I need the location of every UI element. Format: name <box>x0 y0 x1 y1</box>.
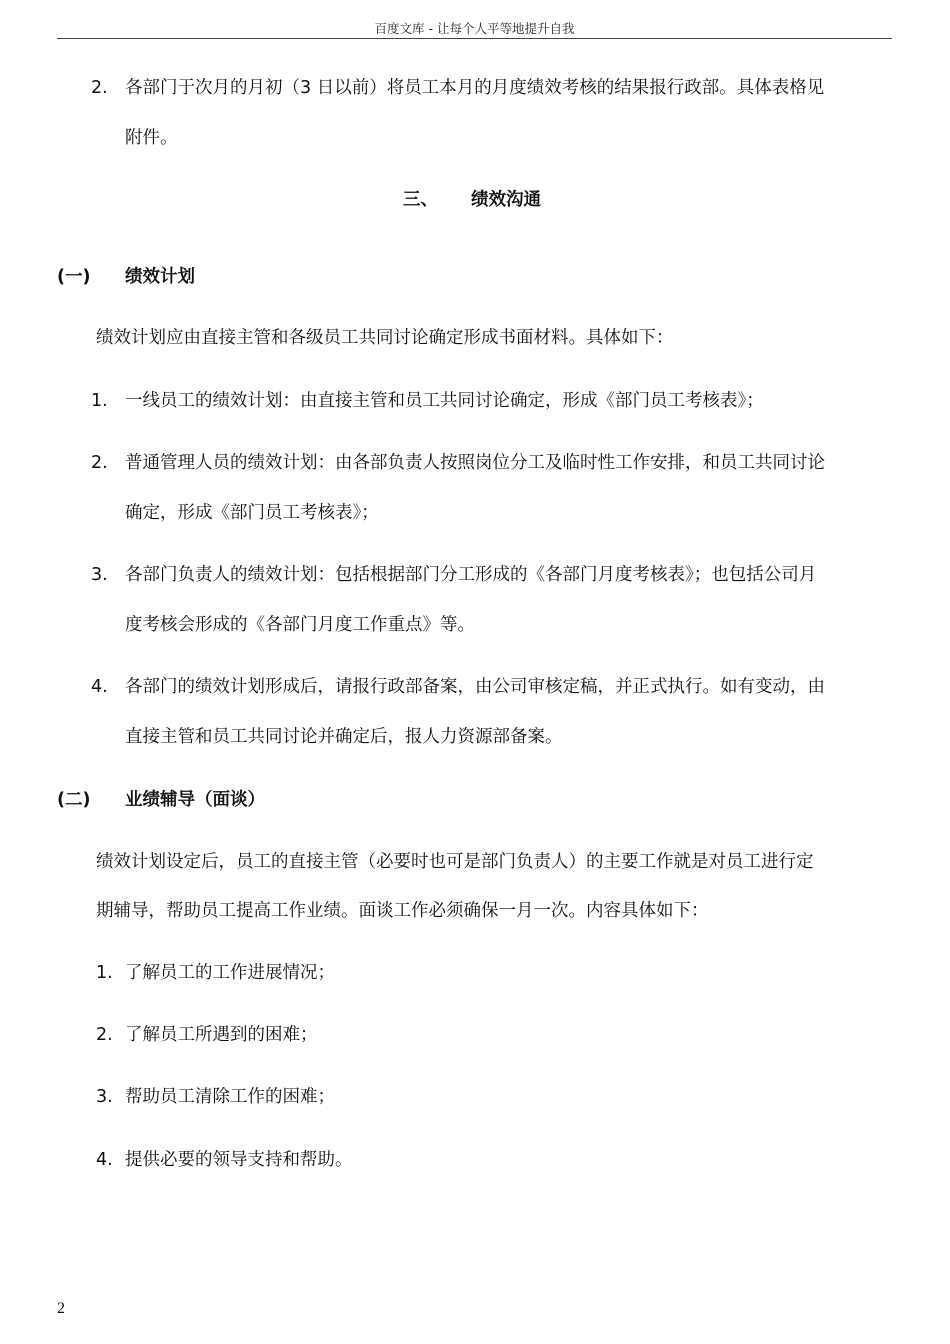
sub2-item-text: 了解员工所遇到的困难； <box>125 1025 318 1045</box>
sub1-title: 绩效计划 <box>125 267 195 287</box>
sub1-item-line1: 各部门的绩效计划形成后，请报行政部备案，由公司审核定稿，并正式执行。如有变动，由 <box>125 677 825 697</box>
sub1-item-number: 1. <box>91 391 108 411</box>
sub2-item-number: 3. <box>96 1087 113 1107</box>
sub2-title: 业绩辅导（面谈） <box>125 790 265 810</box>
sub2-item-number: 2. <box>96 1025 113 1045</box>
top-item-line1: 各部门于次月的月初（3 日以前）将员工本月的月度绩效考核的结果报行政部。具体表格见 <box>125 78 825 98</box>
sub1-item-number: 2. <box>91 453 108 473</box>
sub2-item-text: 提供必要的领导支持和帮助。 <box>125 1150 353 1170</box>
sub1-item-line2: 直接主管和员工共同讨论并确定后，报人力资源部备案。 <box>125 727 563 747</box>
sub2-item-text: 帮助员工清除工作的困难； <box>125 1087 335 1107</box>
sub1-item-line1: 普通管理人员的绩效计划：由各部负责人按照岗位分工及临时性工作安排，和员工共同讨论 <box>125 453 825 473</box>
sub1-item-line1: 一线员工的绩效计划：由直接主管和员工共同讨论确定，形成《部门员工考核表》； <box>125 391 764 411</box>
top-item-line2: 附件。 <box>125 128 178 148</box>
sub2-item-number: 1. <box>96 963 113 983</box>
sub2-intro-line2: 期辅导，帮助员工提高工作业绩。面谈工作必须确保一月一次。内容具体如下： <box>96 901 709 921</box>
sub1-intro: 绩效计划应由直接主管和各级员工共同讨论确定形成书面材料。具体如下： <box>96 328 674 348</box>
sub1-item-line2: 度考核会形成的《各部门月度工作重点》等。 <box>125 615 475 635</box>
section-three-number: 三、 <box>403 190 438 210</box>
sub1-item-line2: 确定，形成《部门员工考核表》； <box>125 503 379 523</box>
sub1-number: (一) <box>57 267 91 287</box>
page-header: 百度文库 - 让每个人平等地提升自我 <box>57 18 892 39</box>
top-item-number: 2. <box>91 78 108 98</box>
page-number: 2 <box>57 1300 65 1317</box>
section-three-title: 绩效沟通 <box>471 190 541 210</box>
sub1-item-number: 4. <box>91 677 108 697</box>
sub2-item-text: 了解员工的工作进展情况； <box>125 963 335 983</box>
sub1-item-number: 3. <box>91 565 108 585</box>
sub2-number: (二) <box>57 790 91 810</box>
sub2-intro-line1: 绩效计划设定后，员工的直接主管（必要时也可是部门负责人）的主要工作就是对员工进行定 <box>96 852 814 872</box>
sub1-item-line1: 各部门负责人的绩效计划：包括根据部门分工形成的《各部门月度考核表》；也包括公司月 <box>125 565 817 585</box>
sub2-item-number: 4. <box>96 1150 113 1170</box>
